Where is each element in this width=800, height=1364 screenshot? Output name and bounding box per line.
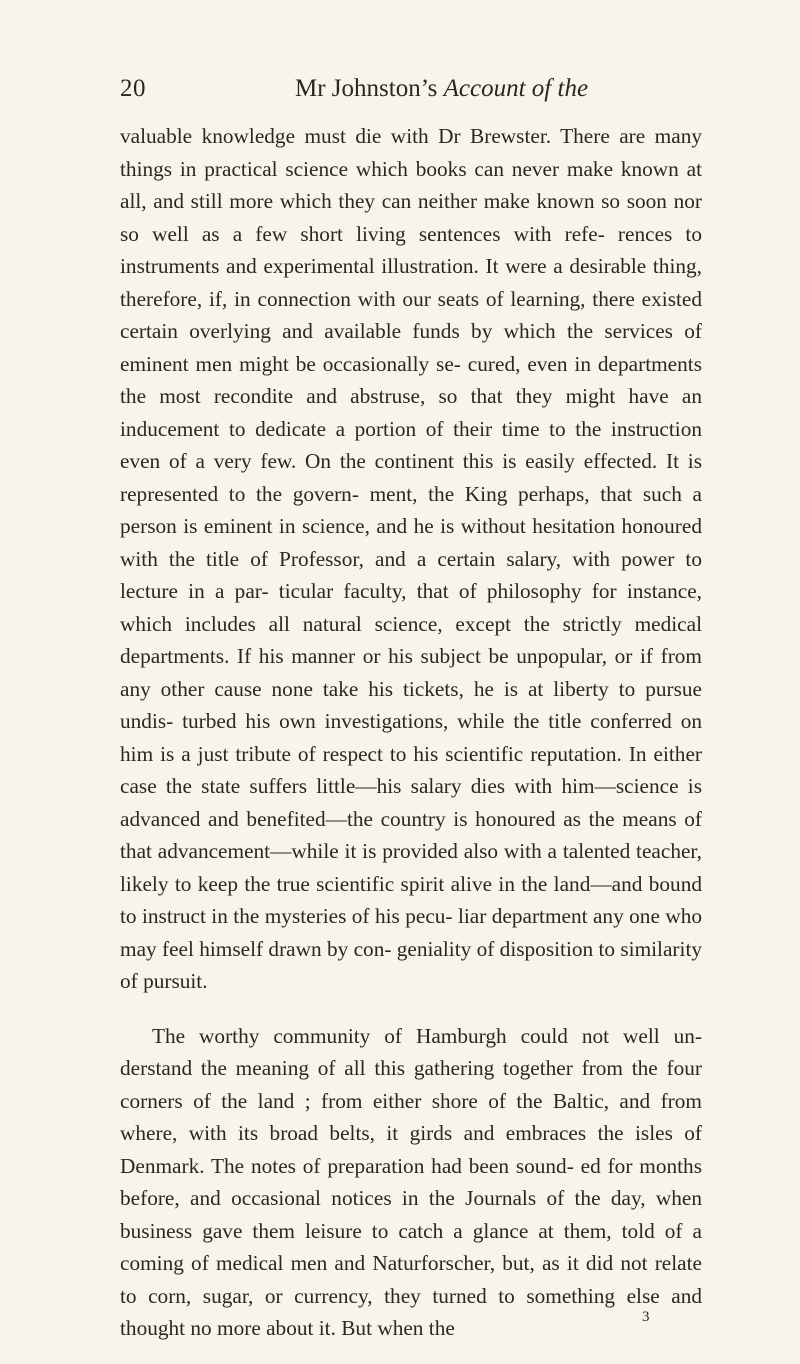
signature-mark: 3 — [642, 1309, 650, 1325]
body-text — [120, 120, 702, 1345]
paragraph: The worthy community of Hamburgh could not well un- derstand the meaning of all this gathering together from the four corners of the land ; from either shore of the Baltic, and from where, with its broad belts, it girds and embraces the isles of Denmark. The notes of preparation had been sound- ed for months before, and occasional notices in the Journals of the day, when business gave them leisure to catch a glance at them, told of a coming of medical men and Naturforscher, but, as it did not relate to corn, sugar, or currency, they turned to something else and thought no more about it. But when the — [120, 1023, 702, 1340]
running-title-roman: Mr Johnston’s — [295, 75, 444, 102]
paragraph: valuable knowledge must die with Dr Brewster. There are many things in practical science which books can never make known at all, and still more which they can neither make known so soon nor so well as a few short living sentences with refe- rences to instruments and experimental illustration. It were a desirable thing, therefore, if, in connection with our seats of learning, there existed certain overlying and available funds by which the services of eminent men might be occasionally se- cured, even in departments the most recondite and abstruse, so that they might have an inducement to dedicate a portion of their time to the instruction even of a very few. On the continent this is easily effected. It is represented to the govern- ment, the King perhaps, that such a person is eminent in science, and he is without hesitation honoured with the title of Professor, and a certain salary, with power to lecture in a par- ticular faculty, that of philosophy for instance, which includes all natural science, except the strictly medical departments. If his manner or his subject be unpopular, or if from any other cause none take his tickets, he is at liberty to pursue undis- turbed his own investigations, while the title conferred on him is a just tribute of respect to his scientific reputation. In either case the state suffers little—his salary dies with him—science is advanced and benefited—the country is honoured as the means of that advancement—while it is provided also with a talented teacher, likely to keep the true scientific spirit alive in the land—and bound to instruct in the mysteries of his pecu- liar department any one who may feel himself drawn by con- geniality of disposition to similarity of pursuit. — [120, 124, 703, 993]
running-title — [295, 72, 588, 106]
running-title-italic: Account of the — [443, 75, 589, 102]
page-number: 20 — [120, 75, 146, 102]
running-head — [120, 72, 680, 106]
